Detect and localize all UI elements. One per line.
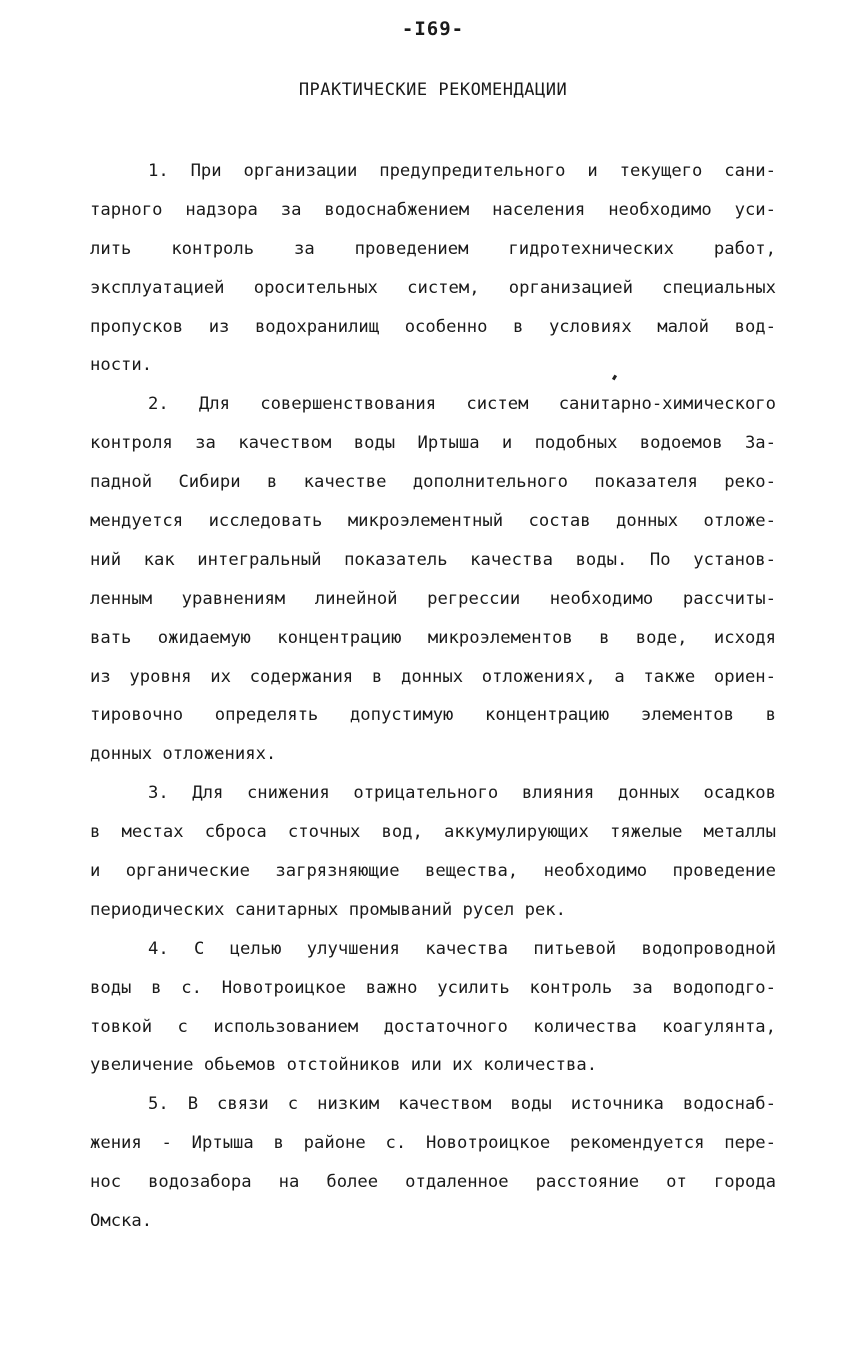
paragraph-1-line-2: тарного надзора за водоснабжением населения необходимо уси-: [90, 199, 776, 220]
paragraph-2-line-3: падной Сибири в качестве дополнительного показателя реко-: [90, 472, 776, 493]
paragraph-2-line-5: ний как интегральный показатель качества воды. По установ-: [90, 549, 776, 570]
paragraph-2-line-1: 2. Для совершенствования систем санитарно-химического: [148, 394, 776, 415]
page-title: ПРАКТИЧЕСКИЕ РЕКОМЕНДАЦИИ: [298, 80, 568, 100]
paragraph-5-line-3: нос водозабора на более отдаленное расстояние от города: [90, 1172, 776, 1193]
paragraph-2-line-7: вать ожидаемую концентрацию микроэлементов в воде, исходя: [90, 627, 776, 648]
paragraph-5-line-4: Омска.: [90, 1211, 153, 1232]
paragraph-3-line-1: 3. Для снижения отрицательного влияния донных осадков: [148, 783, 776, 804]
paragraph-1-line-5: пропусков из водохранилищ особенно в условиях малой вод-: [90, 316, 776, 337]
paragraph-3-line-3: и органические загрязняющие вещества, необходимо проведение: [90, 861, 776, 882]
paragraph-2-line-2: контроля за качеством воды Иртыша и подобных водоемов За-: [90, 433, 776, 454]
paragraph-3-line-4: периодических санитарных промываний русел рек.: [90, 899, 566, 920]
recommendations-text: [90, 152, 776, 1241]
paragraph-4-line-3: товкой с использованием достаточного количества коагулянта,: [90, 1016, 776, 1037]
paragraph-5-line-2: жения - Иртыша в районе с. Новотроицкое рекомендуется пере-: [90, 1133, 776, 1154]
paragraph-2-line-8: из уровня их содержания в донных отложениях, а также ориен-: [90, 666, 776, 687]
paragraph-4-line-2: воды в с. Новотроицкое важно усилить контроль за водоподго-: [90, 977, 776, 998]
paragraph-1-line-3: лить контроль за проведением гидротехнических работ,: [90, 238, 776, 259]
paragraph-4-line-1: 4. С целью улучшения качества питьевой водопроводной: [148, 938, 776, 959]
paragraph-5-line-1: 5. В связи с низким качеством воды источника водоснаб-: [148, 1094, 776, 1115]
page-number: -I69-: [401, 18, 465, 40]
paragraph-2-line-9: тировочно определять допустимую концентрацию элементов в: [90, 705, 776, 726]
paragraph-3-line-2: в местах сброса сточных вод, аккумулирующих тяжелые металлы: [90, 822, 776, 843]
paragraph-4-line-4: увеличение обьемов отстойников или их количества.: [90, 1055, 598, 1076]
paragraph-2-line-4: мендуется исследовать микроэлементный состав донных отложе-: [90, 511, 776, 532]
paragraph-1-line-4: эксплуатацией оросительных систем, организацией специальных: [90, 277, 776, 298]
paragraph-2-line-6: ленным уравнениям линейной регрессии необходимо рассчиты-: [90, 588, 776, 609]
paragraph-1-line-1: 1. При организации предупредительного и текущего сани-: [148, 161, 776, 181]
paragraph-1-line-6: ности.: [90, 355, 153, 376]
paragraph-2-line-10: донных отложениях.: [90, 744, 277, 765]
